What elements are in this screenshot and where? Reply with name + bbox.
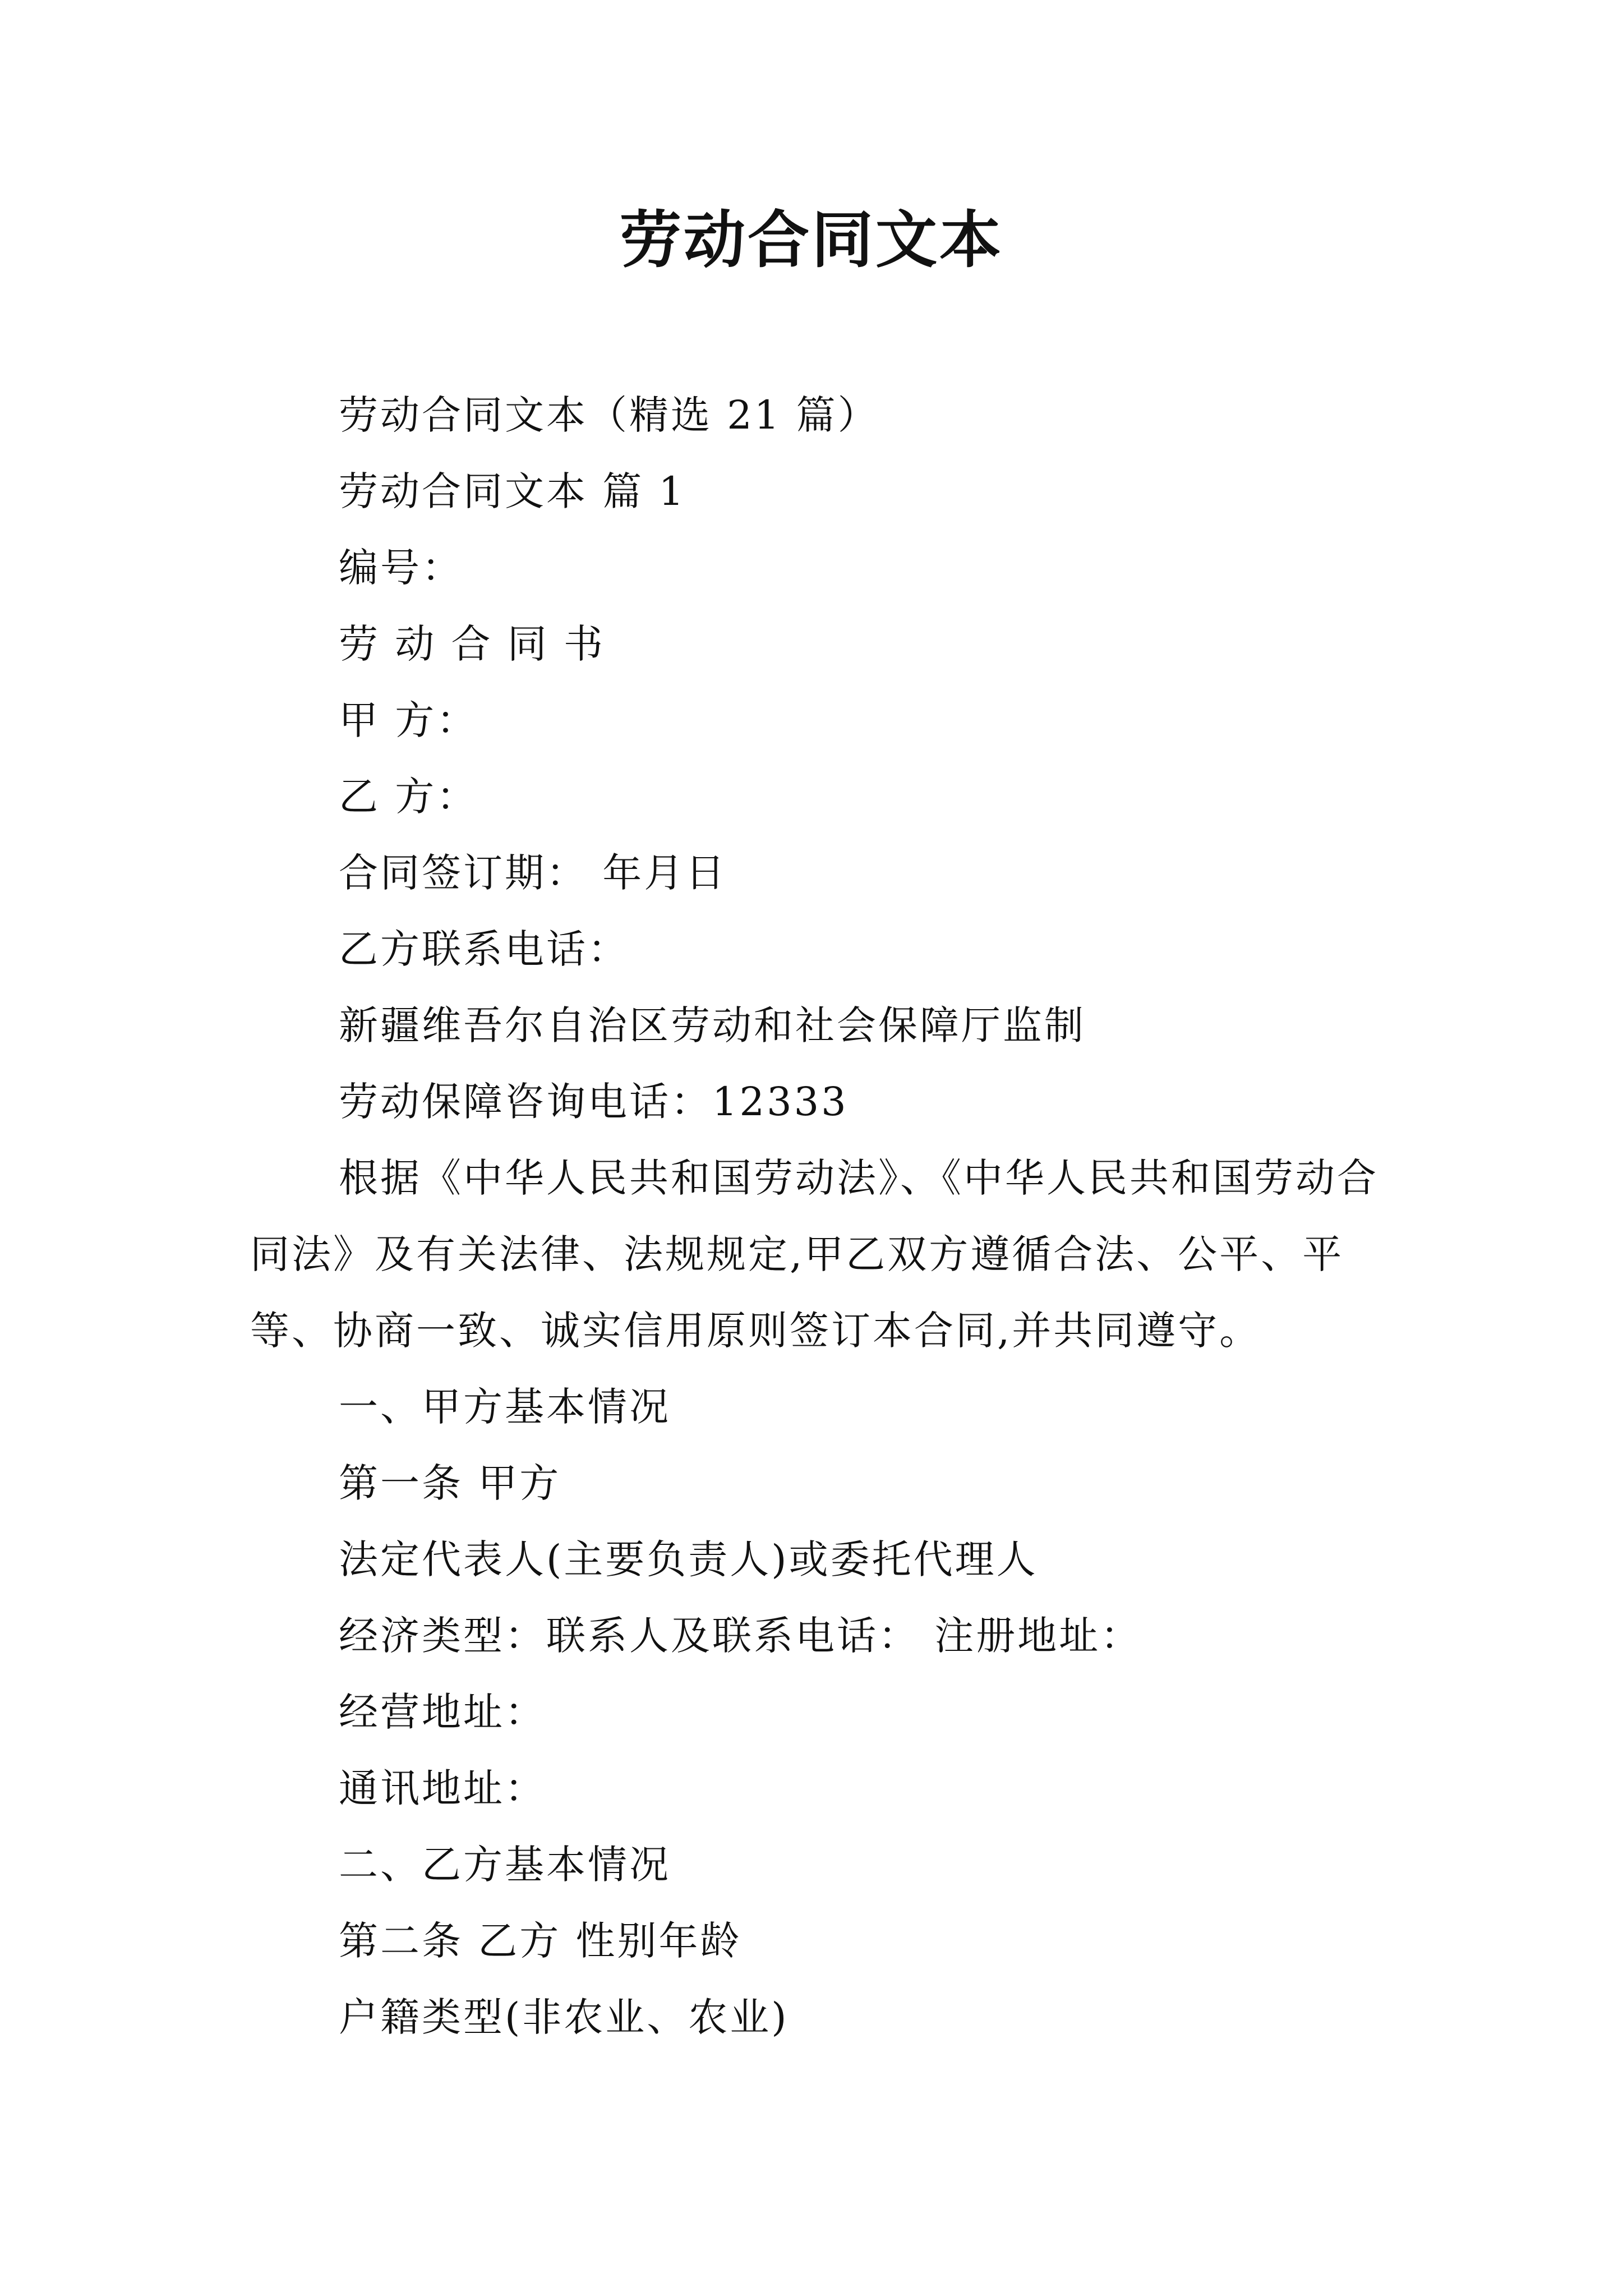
text-line: 经济类型：联系人及联系电话： 注册地址： [339,1613,1142,1659]
text-line: 乙方联系电话： [339,926,629,972]
text-line: 合同签订期： 年月日 [339,850,727,896]
text-line: 经营地址： [339,1689,546,1735]
text-line: 劳动合同文本 篇 1 [339,468,686,514]
text-line: 新疆维吾尔自治区劳动和社会保障厅监制 [339,1002,1086,1048]
text-line: 通讯地址： [339,1765,546,1811]
text-line: 劳 动 合 同 书 [339,621,606,667]
text-line: 乙 方： [339,774,478,820]
document-title: 劳动合同文本 [620,204,1003,276]
section-heading: 一、甲方基本情况 [339,1384,671,1430]
text-line: 第一条 甲方 [339,1460,561,1506]
document-body [250,377,1417,2055]
text-line: 法定代表人(主要负责人)或委托代理人 [339,1536,1038,1582]
text-line: 劳动保障咨询电话：12333 [339,1079,849,1125]
text-line: 第二条 乙方 性别年龄 [339,1918,742,1964]
text-line: 劳动合同文本（精选 21 篇） [339,392,879,438]
text-line: 甲 方： [339,697,478,743]
body-paragraph: 根据《中华人民共和国劳动法》、《中华人民共和国劳动合同法》及有关法律、法规规定,甲乙双方遵循合法、公平、平等、协商一致、诚实信用原则签订本合同,并共同遵守。 [250,1155,1378,1354]
text-line: 户籍类型(非农业、农业) [339,1994,789,2040]
section-heading: 二、乙方基本情况 [339,1842,671,1888]
text-line: 编号： [339,545,463,591]
